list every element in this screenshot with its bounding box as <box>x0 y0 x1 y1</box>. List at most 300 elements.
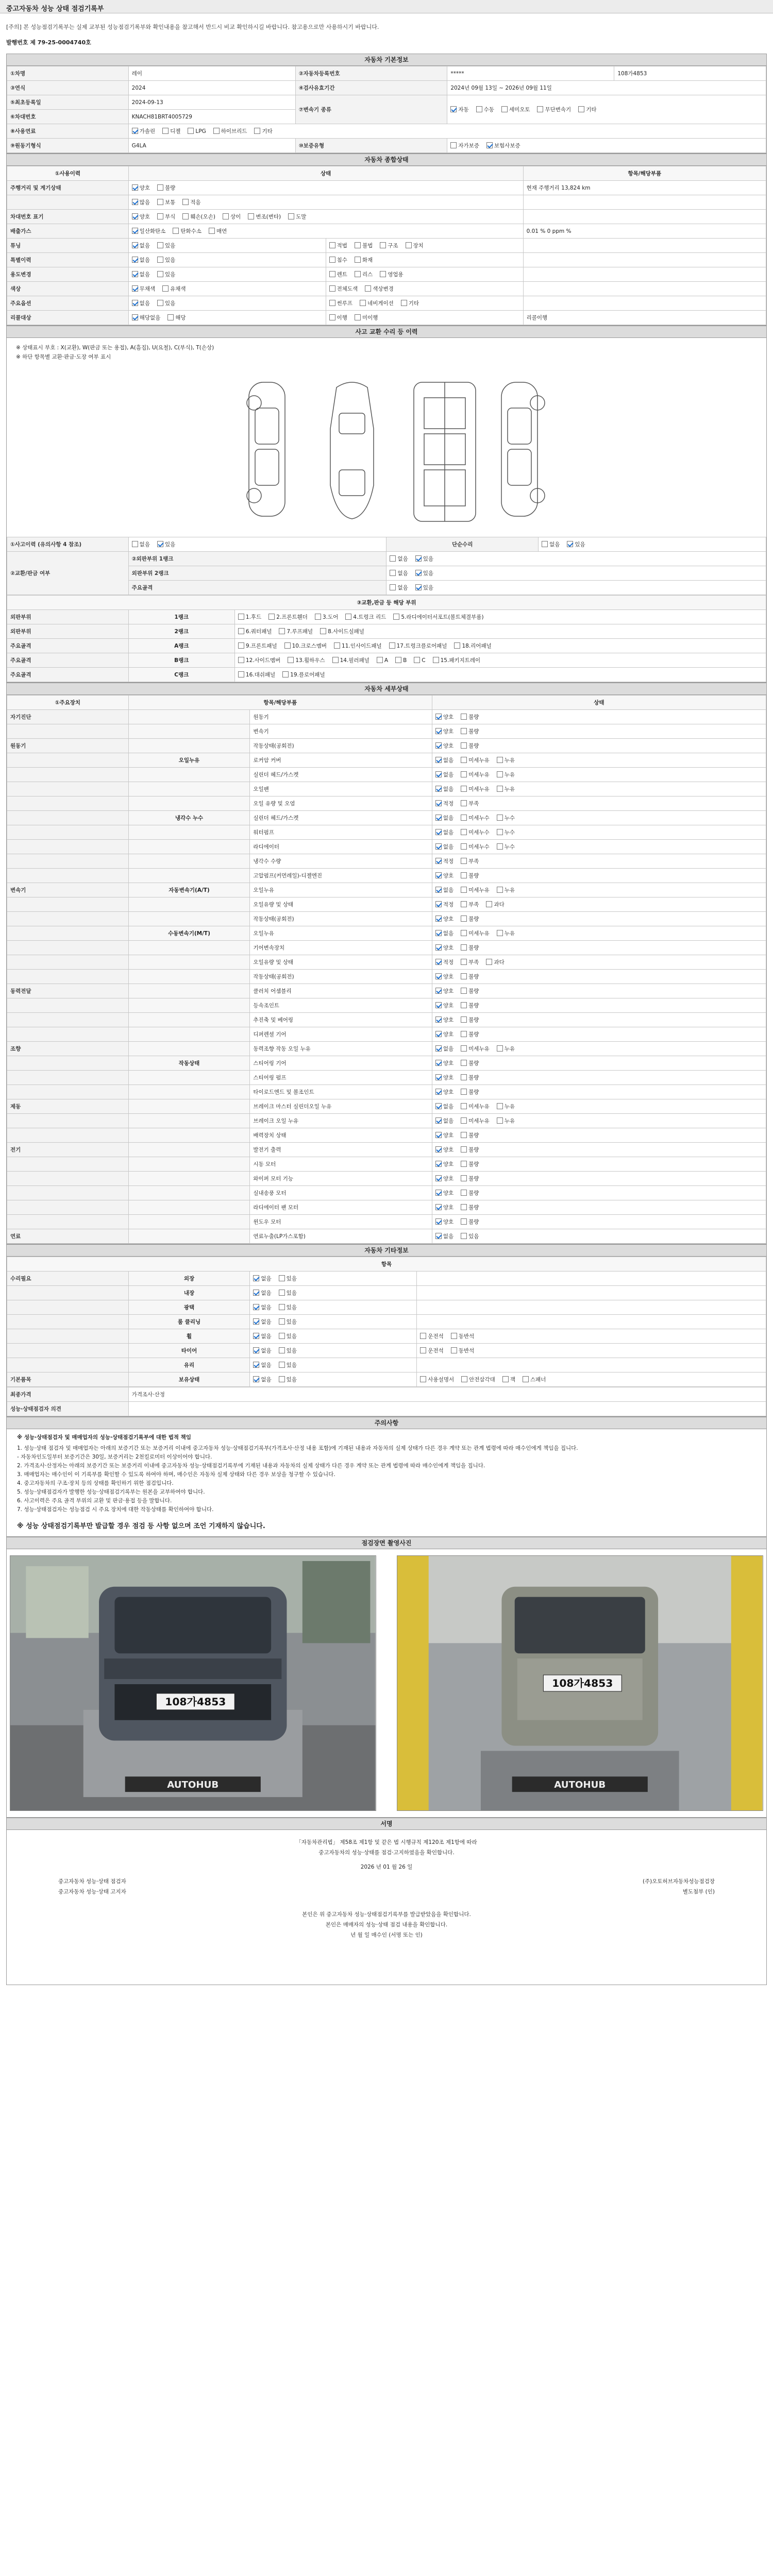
overall-9-option-label: 해당없음 <box>139 315 161 321</box>
detail-sub <box>128 998 250 1013</box>
detail-0-option-label: 불량 <box>468 714 479 720</box>
detail-30-checkbox-1[interactable] <box>461 1146 467 1153</box>
repair-yes-checkbox[interactable] <box>567 541 573 547</box>
detail-3-option-label: 미세누유 <box>468 757 490 764</box>
detail-15-checkbox-0[interactable] <box>435 930 442 936</box>
overall-row <box>7 181 766 195</box>
detail-9-checkbox-1[interactable] <box>461 843 467 850</box>
detail-17-option-label: 적정 <box>443 959 454 965</box>
trans-auto-checkbox[interactable] <box>450 106 457 112</box>
detail-options <box>432 1128 766 1143</box>
detail-22-checkbox-0[interactable] <box>435 1031 442 1037</box>
detail-options <box>432 1085 766 1099</box>
overall-2-checkbox-0[interactable] <box>132 213 138 219</box>
other-item: 광택 <box>128 1300 250 1315</box>
parts-3-option-label: 15.패키지트레이 <box>440 657 481 664</box>
detail-6-checkbox-0[interactable] <box>435 800 442 806</box>
other-side-4-checkbox-0[interactable] <box>420 1333 426 1339</box>
parts-3-checkbox-2[interactable] <box>332 657 339 663</box>
overall-2-checkbox-3[interactable] <box>223 213 229 219</box>
overall-7-checkbox-1[interactable] <box>162 285 169 292</box>
receiver-line2: 본인은 매매자의 성능·상태 점검 내용을 확인합니다. <box>325 1922 448 1928</box>
detail-13-checkbox-0[interactable] <box>435 901 442 907</box>
detail-options <box>432 984 766 998</box>
other-4-checkbox-1[interactable] <box>279 1333 285 1339</box>
overall-2-checkbox-1[interactable] <box>157 213 163 219</box>
detail-14-checkbox-1[interactable] <box>461 916 467 922</box>
detail-6-checkbox-1[interactable] <box>461 800 467 806</box>
overall-3-checkbox-2[interactable] <box>209 228 215 234</box>
detail-item: 추진축 및 베어링 <box>250 1013 432 1027</box>
detail-9-checkbox-0[interactable] <box>435 843 442 850</box>
detail-27-checkbox-2[interactable] <box>497 1103 503 1109</box>
detail-28-checkbox-0[interactable] <box>435 1117 442 1124</box>
other-side-4-option-label: 동반석 <box>458 1333 475 1340</box>
parts-2-checkbox-4[interactable] <box>454 642 460 649</box>
detail-5-checkbox-1[interactable] <box>461 786 467 792</box>
detail-7-checkbox-0[interactable] <box>435 815 442 821</box>
detail-26-checkbox-1[interactable] <box>461 1089 467 1095</box>
overall-row-extra <box>523 253 766 267</box>
detail-32-checkbox-0[interactable] <box>435 1175 442 1181</box>
repair-none-checkbox[interactable] <box>542 541 548 547</box>
overall-row-label: 리콜대상 <box>7 311 129 325</box>
parts-1-option-label: 8.사이드실패널 <box>328 629 364 635</box>
outer2-label: 외판부위 2랭크 <box>128 566 386 581</box>
other-sub-7-checkbox-3[interactable] <box>523 1376 529 1382</box>
detail-22-checkbox-1[interactable] <box>461 1031 467 1037</box>
caution-section <box>6 1417 767 1537</box>
detail-options <box>432 883 766 897</box>
guarantee-self-checkbox[interactable] <box>450 142 457 148</box>
detail-35-checkbox-1[interactable] <box>461 1218 467 1225</box>
parts-2-checkbox-2[interactable] <box>334 642 340 649</box>
caution-item: 1. 성능·상태 점검자 및 매매업자는 아래의 보증기간 또는 보증거리 이내에 중고자동차 성능·상태점검기록부(가격조사·산정 내용 포함)에 기재된 내용과 자동차의 실제 상태가 다른 경우 계약 또는 관계 법령에 따라 매수인에게 책임을 집니다. <box>17 1445 578 1451</box>
detail-33-checkbox-0[interactable] <box>435 1190 442 1196</box>
detail-21-checkbox-0[interactable] <box>435 1016 442 1023</box>
parts-4-checkbox-1[interactable] <box>282 671 289 677</box>
other-7-checkbox-1[interactable] <box>279 1376 285 1382</box>
parts-0-checkbox-1[interactable] <box>268 614 275 620</box>
overall-9-checkbox-0[interactable] <box>132 314 138 320</box>
parts-4-checkbox-0[interactable] <box>238 671 244 677</box>
other-2-option-label: 있음 <box>286 1304 297 1311</box>
detail-31-checkbox-0[interactable] <box>435 1161 442 1167</box>
detail-29-checkbox-1[interactable] <box>461 1132 467 1138</box>
overall-1-checkbox-1[interactable] <box>157 199 163 205</box>
detail-item: 원동기 <box>250 710 432 724</box>
detail-10-checkbox-1[interactable] <box>461 858 467 864</box>
price-label: 최종가격 <box>7 1387 129 1402</box>
overall-6-checkbox-0[interactable] <box>132 271 138 277</box>
detail-16-checkbox-0[interactable] <box>435 944 442 951</box>
parts-group: 외판부위 <box>7 610 129 624</box>
outer2-yes-checkbox[interactable] <box>415 570 422 576</box>
detail-6-option-label: 부족 <box>468 801 479 807</box>
detail-30-checkbox-0[interactable] <box>435 1146 442 1153</box>
overall-row-options <box>128 224 523 239</box>
other-sub-7-checkbox-0[interactable] <box>420 1376 426 1382</box>
overall-sub-6-checkbox-0[interactable] <box>329 271 335 277</box>
other-5-checkbox-0[interactable] <box>253 1347 259 1353</box>
parts-2-checkbox-3[interactable] <box>389 642 395 649</box>
guarantee-insurer-checkbox[interactable] <box>486 142 493 148</box>
overall-sub-9-checkbox-0[interactable] <box>329 314 335 320</box>
detail-20-checkbox-0[interactable] <box>435 1002 442 1008</box>
detail-0-checkbox-1[interactable] <box>461 714 467 720</box>
detail-7-checkbox-2[interactable] <box>497 815 503 821</box>
parts-2-checkbox-1[interactable] <box>284 642 291 649</box>
repair-label: 단순수리 <box>386 537 539 552</box>
overall-2-checkbox-2[interactable] <box>182 213 189 219</box>
overall-sub2-4-checkbox-1[interactable] <box>406 242 412 248</box>
other-table <box>7 1257 766 1387</box>
detail-1-checkbox-1[interactable] <box>461 728 467 734</box>
detail-13-checkbox-1[interactable] <box>461 901 467 907</box>
parts-2-option-label: 9.프론트패널 <box>245 643 277 649</box>
detail-27-checkbox-1[interactable] <box>461 1103 467 1109</box>
overall-row-sub <box>326 267 523 282</box>
detail-23-checkbox-2[interactable] <box>497 1045 503 1052</box>
detail-19-checkbox-1[interactable] <box>461 988 467 994</box>
detail-options <box>432 811 766 825</box>
detail-12-checkbox-1[interactable] <box>461 887 467 893</box>
other-group <box>7 1344 129 1358</box>
detail-4-checkbox-1[interactable] <box>461 771 467 777</box>
overall-3-checkbox-1[interactable] <box>173 228 179 234</box>
detail-5-checkbox-2[interactable] <box>497 786 503 792</box>
other-0-checkbox-1[interactable] <box>279 1275 285 1281</box>
detail-2-checkbox-1[interactable] <box>461 742 467 749</box>
detail-24-checkbox-1[interactable] <box>461 1060 467 1066</box>
overall-5-checkbox-0[interactable] <box>132 257 138 263</box>
detail-16-checkbox-1[interactable] <box>461 944 467 951</box>
detail-17-option-label: 부족 <box>468 959 479 965</box>
detail-5-checkbox-0[interactable] <box>435 786 442 792</box>
detail-3-checkbox-1[interactable] <box>461 757 467 763</box>
detail-sub <box>128 1128 250 1143</box>
overall-sub-6-option-label: 리스 <box>362 272 373 278</box>
overall-sub-7-checkbox-0[interactable] <box>329 285 335 292</box>
overall-sub-6-checkbox-2[interactable] <box>380 271 386 277</box>
detail-28-checkbox-2[interactable] <box>497 1117 503 1124</box>
other-side-4-checkbox-1[interactable] <box>451 1333 457 1339</box>
overall-sub-8-checkbox-0[interactable] <box>329 300 335 306</box>
detail-row <box>7 825 766 840</box>
parts-1-checkbox-2[interactable] <box>320 628 326 634</box>
detail-17-option-label: 과다 <box>494 959 505 965</box>
outer1-yes-checkbox[interactable] <box>415 555 422 562</box>
other-0-checkbox-0[interactable] <box>253 1275 259 1281</box>
overall-0-checkbox-1[interactable] <box>157 184 163 191</box>
detail-7-checkbox-1[interactable] <box>461 815 467 821</box>
detail-4-checkbox-2[interactable] <box>497 771 503 777</box>
overall-sub-4-checkbox-0[interactable] <box>329 242 335 248</box>
detail-3-checkbox-2[interactable] <box>497 757 503 763</box>
other-3-checkbox-1[interactable] <box>279 1318 285 1325</box>
overall-3-checkbox-0[interactable] <box>132 228 138 234</box>
trans-manual-checkbox[interactable] <box>476 106 482 112</box>
overall-sub-7-checkbox-1[interactable] <box>365 285 371 292</box>
other-sub-7-checkbox-2[interactable] <box>502 1376 509 1382</box>
dealer-name: 별도첨부 (인) <box>682 1889 715 1895</box>
parts-row <box>7 639 766 653</box>
overall-row-options <box>128 311 326 325</box>
detail-34-checkbox-0[interactable] <box>435 1204 442 1210</box>
parts-3-checkbox-3[interactable] <box>377 657 383 663</box>
fuel-gasoline-checkbox[interactable] <box>132 128 138 134</box>
detail-36-checkbox-1[interactable] <box>461 1233 467 1239</box>
overall-8-checkbox-0[interactable] <box>132 300 138 306</box>
parts-group: 주요골격 <box>7 653 129 668</box>
other-4-checkbox-0[interactable] <box>253 1333 259 1339</box>
parts-3-checkbox-1[interactable] <box>288 657 294 663</box>
detail-35-checkbox-0[interactable] <box>435 1218 442 1225</box>
other-4-option-label: 있음 <box>286 1333 297 1340</box>
overall-1-checkbox-0[interactable] <box>132 199 138 205</box>
detail-8-checkbox-2[interactable] <box>497 829 503 835</box>
parts-3-checkbox-0[interactable] <box>238 657 244 663</box>
detail-14-checkbox-0[interactable] <box>435 916 442 922</box>
detail-17-checkbox-1[interactable] <box>461 959 467 965</box>
other-6-checkbox-1[interactable] <box>279 1362 285 1368</box>
detail-sub <box>128 1186 250 1200</box>
detail-13-option-label: 적정 <box>443 902 454 908</box>
detail-3-checkbox-0[interactable] <box>435 757 442 763</box>
frame-none-checkbox[interactable] <box>390 584 396 590</box>
detail-4-checkbox-0[interactable] <box>435 771 442 777</box>
overall-sub-5-checkbox-1[interactable] <box>355 257 361 263</box>
detail-23-option-label: 미세누유 <box>468 1046 490 1052</box>
trans-cvt-checkbox[interactable] <box>537 106 543 112</box>
detail-23-checkbox-1[interactable] <box>461 1045 467 1052</box>
detail-options <box>432 1157 766 1172</box>
detail-24-checkbox-0[interactable] <box>435 1060 442 1066</box>
overall-row <box>7 210 766 224</box>
detail-sub: 수동변속기(M/T) <box>128 926 250 941</box>
detail-0-checkbox-0[interactable] <box>435 714 442 720</box>
other-3-checkbox-0[interactable] <box>253 1318 259 1325</box>
opinion-value <box>128 1402 766 1416</box>
detail-15-checkbox-2[interactable] <box>497 930 503 936</box>
detail-group <box>7 796 129 811</box>
overall-6-checkbox-1[interactable] <box>157 271 163 277</box>
frame-yes-checkbox[interactable] <box>415 584 422 590</box>
detail-row <box>7 1085 766 1099</box>
detail-options <box>432 753 766 768</box>
detail-2-checkbox-0[interactable] <box>435 742 442 749</box>
detail-1-checkbox-0[interactable] <box>435 728 442 734</box>
detail-24-option-label: 불량 <box>468 1060 479 1066</box>
detail-12-checkbox-0[interactable] <box>435 887 442 893</box>
accident-yes-checkbox[interactable] <box>157 541 163 547</box>
overall-sub-8-checkbox-1[interactable] <box>360 300 366 306</box>
detail-17-checkbox-0[interactable] <box>435 959 442 965</box>
parts-3-checkbox-6[interactable] <box>433 657 439 663</box>
detail-row <box>7 811 766 825</box>
overall-2-checkbox-4[interactable] <box>248 213 254 219</box>
detail-sub <box>128 984 250 998</box>
detail-33-checkbox-1[interactable] <box>461 1190 467 1196</box>
detail-32-checkbox-1[interactable] <box>461 1175 467 1181</box>
detail-15-checkbox-1[interactable] <box>461 930 467 936</box>
detail-group <box>7 1114 129 1128</box>
other-1-checkbox-0[interactable] <box>253 1290 259 1296</box>
detail-28-checkbox-1[interactable] <box>461 1117 467 1124</box>
parts-4-option-label: 19.플로어패널 <box>290 672 325 678</box>
detail-row <box>7 1186 766 1200</box>
other-side-5-checkbox-1[interactable] <box>451 1347 457 1353</box>
parts-2-option-label: 18.리어패널 <box>462 643 492 649</box>
detail-36-checkbox-0[interactable] <box>435 1233 442 1239</box>
other-side-5-checkbox-0[interactable] <box>420 1347 426 1353</box>
detail-sub <box>128 739 250 753</box>
parts-3-option-label: 12.사이드멤버 <box>245 657 281 664</box>
vin-value: KNACH81BRT4005729 <box>128 110 295 124</box>
detail-row <box>7 984 766 998</box>
other-2-checkbox-1[interactable] <box>279 1304 285 1310</box>
parts-row <box>7 668 766 682</box>
overall-2-checkbox-5[interactable] <box>288 213 294 219</box>
other-options <box>250 1315 417 1329</box>
section-title-sign: 서명 <box>7 1818 766 1830</box>
parts-0-checkbox-4[interactable] <box>393 614 399 620</box>
overall-row-extra: 0.01 % 0 ppm % <box>523 224 766 239</box>
fuel-etc-checkbox[interactable] <box>254 128 260 134</box>
overall-1-checkbox-2[interactable] <box>182 199 189 205</box>
detail-21-checkbox-1[interactable] <box>461 1016 467 1023</box>
detail-34-checkbox-1[interactable] <box>461 1204 467 1210</box>
detail-26-checkbox-0[interactable] <box>435 1089 442 1095</box>
fuel-diesel-checkbox[interactable] <box>162 128 169 134</box>
other-4-option-label: 없음 <box>261 1333 272 1340</box>
overall-0-checkbox-0[interactable] <box>132 184 138 191</box>
parts-1-checkbox-1[interactable] <box>279 628 285 634</box>
detail-23-checkbox-0[interactable] <box>435 1045 442 1052</box>
other-sub-7-checkbox-1[interactable] <box>461 1376 467 1382</box>
other-row <box>7 1272 766 1286</box>
detail-item: 실린더 헤드/가스켓 <box>250 811 432 825</box>
section-title-caution: 주의사항 <box>7 1417 766 1429</box>
detail-item: 타이로드엔드 및 볼조인트 <box>250 1085 432 1099</box>
parts-1-option-label: 7.루프패널 <box>287 629 313 635</box>
overall-row-label: 색상 <box>7 282 129 296</box>
detail-36-option-label: 있음 <box>468 1233 479 1240</box>
detail-11-checkbox-1[interactable] <box>461 872 467 878</box>
other-7-checkbox-0[interactable] <box>253 1376 259 1382</box>
detail-12-checkbox-2[interactable] <box>497 887 503 893</box>
detail-row <box>7 1157 766 1172</box>
parts-2-checkbox-0[interactable] <box>238 642 244 649</box>
detail-8-checkbox-1[interactable] <box>461 829 467 835</box>
parts-3-checkbox-5[interactable] <box>414 657 420 663</box>
detail-8-checkbox-0[interactable] <box>435 829 442 835</box>
accident-none-checkbox[interactable] <box>132 541 138 547</box>
detail-10-checkbox-0[interactable] <box>435 858 442 864</box>
detail-11-checkbox-0[interactable] <box>435 872 442 878</box>
parts-0-checkbox-0[interactable] <box>238 614 244 620</box>
parts-3-checkbox-4[interactable] <box>395 657 401 663</box>
detail-group <box>7 724 129 739</box>
detail-col3: 상태 <box>432 696 766 710</box>
other-col: 항목 <box>7 1257 766 1272</box>
detail-item: 실내송풍 모터 <box>250 1186 432 1200</box>
overall-sub-9-checkbox-1[interactable] <box>355 314 361 320</box>
detail-sub <box>128 782 250 796</box>
detail-item: 오일 유량 및 오염 <box>250 796 432 811</box>
outer2-none-checkbox[interactable] <box>390 570 396 576</box>
detail-9-option-label: 없음 <box>443 844 454 850</box>
trans-semi-checkbox[interactable] <box>501 106 508 112</box>
parts-3-option-label: 14.필러패널 <box>340 657 369 664</box>
overall-4-checkbox-1[interactable] <box>157 242 163 248</box>
detail-1-option-label: 불량 <box>468 728 479 735</box>
parts-1-checkbox-0[interactable] <box>238 628 244 634</box>
detail-27-checkbox-0[interactable] <box>435 1103 442 1109</box>
other-0-option-label: 있음 <box>286 1276 297 1282</box>
detail-17-checkbox-2[interactable] <box>486 959 492 965</box>
other-2-checkbox-0[interactable] <box>253 1304 259 1310</box>
valid-value: 2024년 09월 13일 ~ 2026년 09월 11일 <box>447 81 766 95</box>
overall-sub2-4-checkbox-0[interactable] <box>380 242 386 248</box>
parts-3-option-label: A <box>384 657 389 664</box>
detail-18-checkbox-0[interactable] <box>435 973 442 979</box>
overall-sub-4-checkbox-1[interactable] <box>355 242 361 248</box>
overall-sub-8-checkbox-2[interactable] <box>401 300 407 306</box>
overall-3-option-label: 매연 <box>216 228 227 234</box>
detail-group <box>7 1027 129 1042</box>
detail-25-checkbox-0[interactable] <box>435 1074 442 1080</box>
overall-7-checkbox-0[interactable] <box>132 285 138 292</box>
parts-0-checkbox-3[interactable] <box>345 614 351 620</box>
detail-31-checkbox-1[interactable] <box>461 1161 467 1167</box>
fuel-lpg-checkbox[interactable] <box>188 128 194 134</box>
detail-25-checkbox-1[interactable] <box>461 1074 467 1080</box>
overall-sub-5-checkbox-0[interactable] <box>329 257 335 263</box>
overall-sub-6-option-label: 영업용 <box>388 272 404 278</box>
detail-18-checkbox-1[interactable] <box>461 973 467 979</box>
detail-row <box>7 840 766 854</box>
detail-32-option-label: 양호 <box>443 1176 454 1182</box>
detail-options <box>432 1229 766 1244</box>
overall-4-checkbox-0[interactable] <box>132 242 138 248</box>
detail-15-option-label: 누유 <box>504 930 515 937</box>
detail-20-checkbox-1[interactable] <box>461 1002 467 1008</box>
overall-row-extra <box>523 195 766 210</box>
detail-sub <box>128 1215 250 1229</box>
other-options <box>250 1358 417 1372</box>
outer1-none-checkbox[interactable] <box>390 555 396 562</box>
detail-29-checkbox-0[interactable] <box>435 1132 442 1138</box>
detail-12-option-label: 없음 <box>443 887 454 893</box>
detail-9-checkbox-2[interactable] <box>497 843 503 850</box>
other-5-checkbox-1[interactable] <box>279 1347 285 1353</box>
other-1-checkbox-1[interactable] <box>279 1290 285 1296</box>
detail-19-checkbox-0[interactable] <box>435 988 442 994</box>
detail-13-checkbox-2[interactable] <box>486 901 492 907</box>
overall-9-checkbox-1[interactable] <box>167 314 174 320</box>
parts-0-checkbox-2[interactable] <box>315 614 321 620</box>
overall-8-checkbox-1[interactable] <box>157 300 163 306</box>
overall-sub-9-option-label: 이행 <box>337 315 347 321</box>
detail-item: 오일누유 <box>250 883 432 897</box>
trans-etc-checkbox[interactable] <box>578 106 584 112</box>
other-6-checkbox-0[interactable] <box>253 1362 259 1368</box>
overall-sub-6-checkbox-1[interactable] <box>355 271 361 277</box>
detail-13-option-label: 부족 <box>468 902 479 908</box>
fuel-hybrid-checkbox[interactable] <box>213 128 220 134</box>
overall-5-checkbox-1[interactable] <box>157 257 163 263</box>
